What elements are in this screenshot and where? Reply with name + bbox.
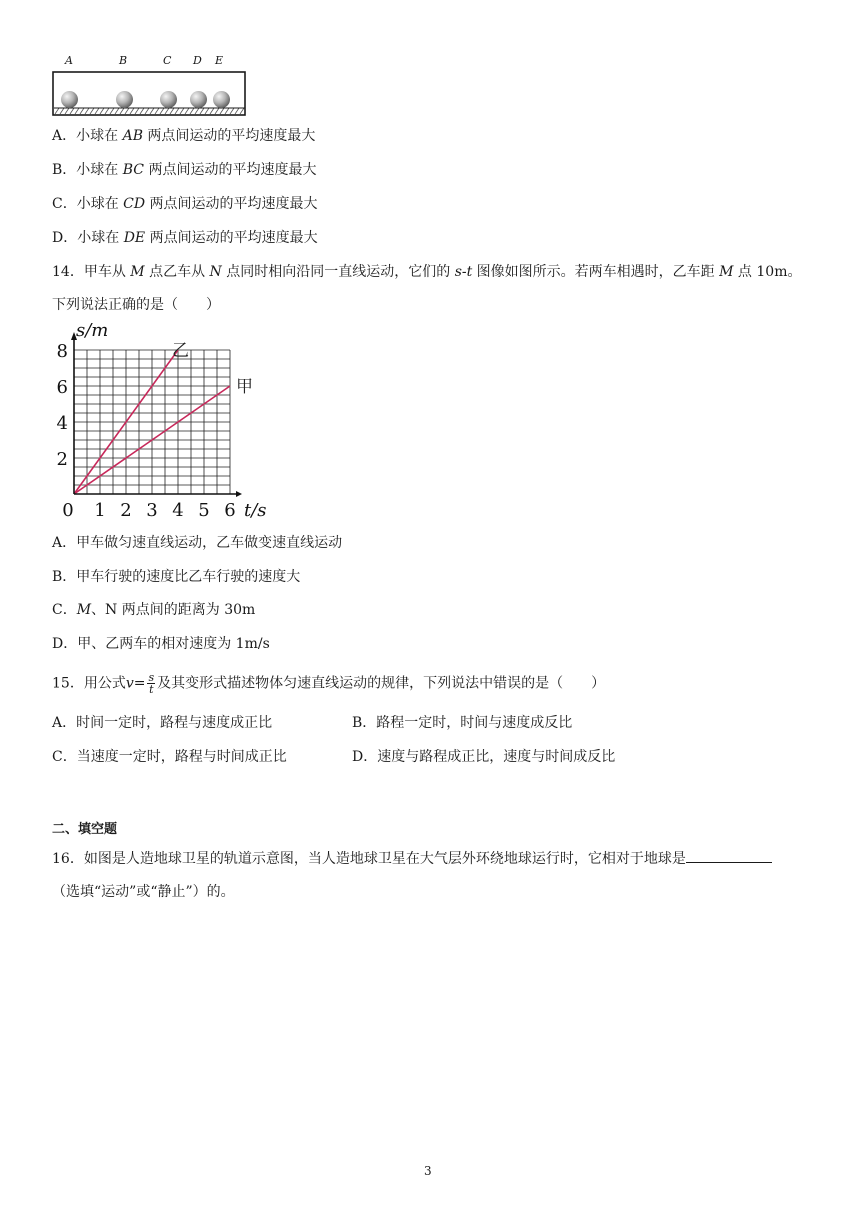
option-text: 速度与路程成正比，速度与时间成反比 [377,749,616,765]
x-tick-label: 6 [224,500,236,521]
y-axis-label: s/m [76,322,109,341]
chart-grid [74,350,230,494]
chart-labels [57,322,267,521]
formula-fraction [147,672,155,695]
option-letter: D． [52,230,78,246]
option-letter: A． [52,535,77,551]
point-label-b: B [119,54,128,67]
st-chart [52,322,282,524]
q14-option-a [52,534,342,552]
stem-text: 点同时相向沿同一直线运动，它们的 [221,264,455,280]
option-variable: M [76,602,92,618]
option-text: 两点间运动的平均速度最大 [145,196,318,212]
x-tick-label: 1 [94,500,106,521]
x-tick-label: 2 [120,500,132,521]
q14-stem-line1 [52,263,801,281]
q14-stem-line2: 下列说法正确的是（ ） [52,297,220,313]
series-label-2: 甲 [236,377,253,397]
q13-option-c [52,195,318,213]
question-number: 15． [52,675,84,692]
fraction-numerator: s [148,671,155,684]
option-text: 两点间运动的平均速度最大 [142,128,316,144]
q15-stem [52,672,605,695]
x-axis-arrow [236,491,242,497]
stem-text: 如图是人造地球卫星的轨道示意图，当人造地球卫星在大气层外环绕地球运行时，它相对于地球是 [83,851,686,867]
option-letter: A． [52,128,77,144]
option-letter: B． [52,569,77,585]
option-text: 两点间运动的平均速度最大 [144,162,317,178]
q14-option-b [52,568,300,586]
stem-variable: N [209,264,222,280]
x-tick-label: 3 [146,500,158,521]
option-text: 小球在 [76,196,124,212]
q15-option-d [352,748,615,766]
q14-option-d [52,635,270,653]
y-tick-label: 6 [56,377,68,398]
option-text: 时间一定时，路程与速度成正比 [76,715,273,731]
option-text: 小球在 [76,128,123,144]
option-text: 路程一定时，时间与速度成反比 [376,715,573,731]
point-label-c: C [163,54,172,67]
q13-option-a [52,127,315,145]
option-text: 当速度一定时，路程与时间成正比 [76,749,287,765]
point-label-d: D [193,54,202,67]
section-title: 二、填空题 [52,822,118,837]
y-tick-label: 4 [56,413,68,434]
q15-option-c [52,748,287,766]
ball-e [213,91,230,108]
q16-stem-line1 [52,850,772,868]
chart-axes [71,332,242,497]
option-variable: CD [123,196,146,212]
y-tick-label: 2 [56,449,68,470]
option-text: 两点间运动的平均速度最大 [145,230,318,246]
q15-option-b [352,714,572,732]
formula-equals: = [133,675,146,692]
q13-option-b [52,161,316,179]
page-number: 3 [424,1164,432,1178]
stem-text: 点乙车从 [144,264,210,280]
x-tick-label: 4 [172,500,184,521]
stem-text: 图像如图所示。若两车相遇时，乙车距 [472,264,720,280]
option-letter: C． [52,602,77,618]
ball-b [116,91,133,108]
point-label-e: E [215,54,224,67]
option-letter: C． [52,749,77,765]
formula-variable: v [125,675,134,692]
option-text: 甲车做匀速直线运动，乙车做变速直线运动 [76,535,343,551]
option-variable: AB [122,128,143,144]
answer-blank[interactable] [686,850,772,863]
q14-option-c [52,601,255,619]
option-text: 小球在 [77,230,124,246]
stem-text: 及其变形式描述物体匀速直线运动的规律，下列说法中错误的是（ ） [157,675,606,692]
stem-variable: s-t [454,264,473,280]
x-tick-label: 5 [198,500,210,521]
q13-option-d [52,229,318,247]
ball-a [61,91,78,108]
y-tick-label: 8 [56,341,68,362]
option-letter: B． [52,162,77,178]
question-number: 14． [52,264,84,280]
option-variable: DE [123,230,146,246]
question-number: 16． [52,851,84,867]
series-label-1: 乙 [172,341,189,361]
ball-c [160,91,177,108]
option-text: 甲、乙两车的相对速度为 1m/s [77,636,270,652]
stem-variable: M [719,264,734,280]
ball-d [190,91,207,108]
stem-text: 用公式 [83,675,126,692]
stem-variable: M [130,264,145,280]
option-letter: B． [352,715,377,731]
ball-figure [52,50,248,120]
option-variable: BC [122,162,145,178]
x-axis-label: t/s [244,500,267,521]
q16-stem-line2: （选填“运动”或“静止”）的。 [52,884,235,900]
x-tick-label: 0 [62,500,74,521]
option-letter: C． [52,196,77,212]
fraction-denominator: t [149,683,154,696]
option-letter: D． [352,749,378,765]
point-label-a: A [65,54,73,67]
option-text: 甲车行驶的速度比乙车行驶的速度大 [76,569,301,585]
stem-text: 点 10m。 [733,264,802,280]
option-text: 、N 两点间的距离为 30m [91,602,256,618]
option-letter: A． [52,715,77,731]
option-text: 小球在 [76,162,123,178]
stem-text: 甲车从 [83,264,131,280]
q15-option-a [52,714,272,732]
option-letter: D． [52,636,78,652]
